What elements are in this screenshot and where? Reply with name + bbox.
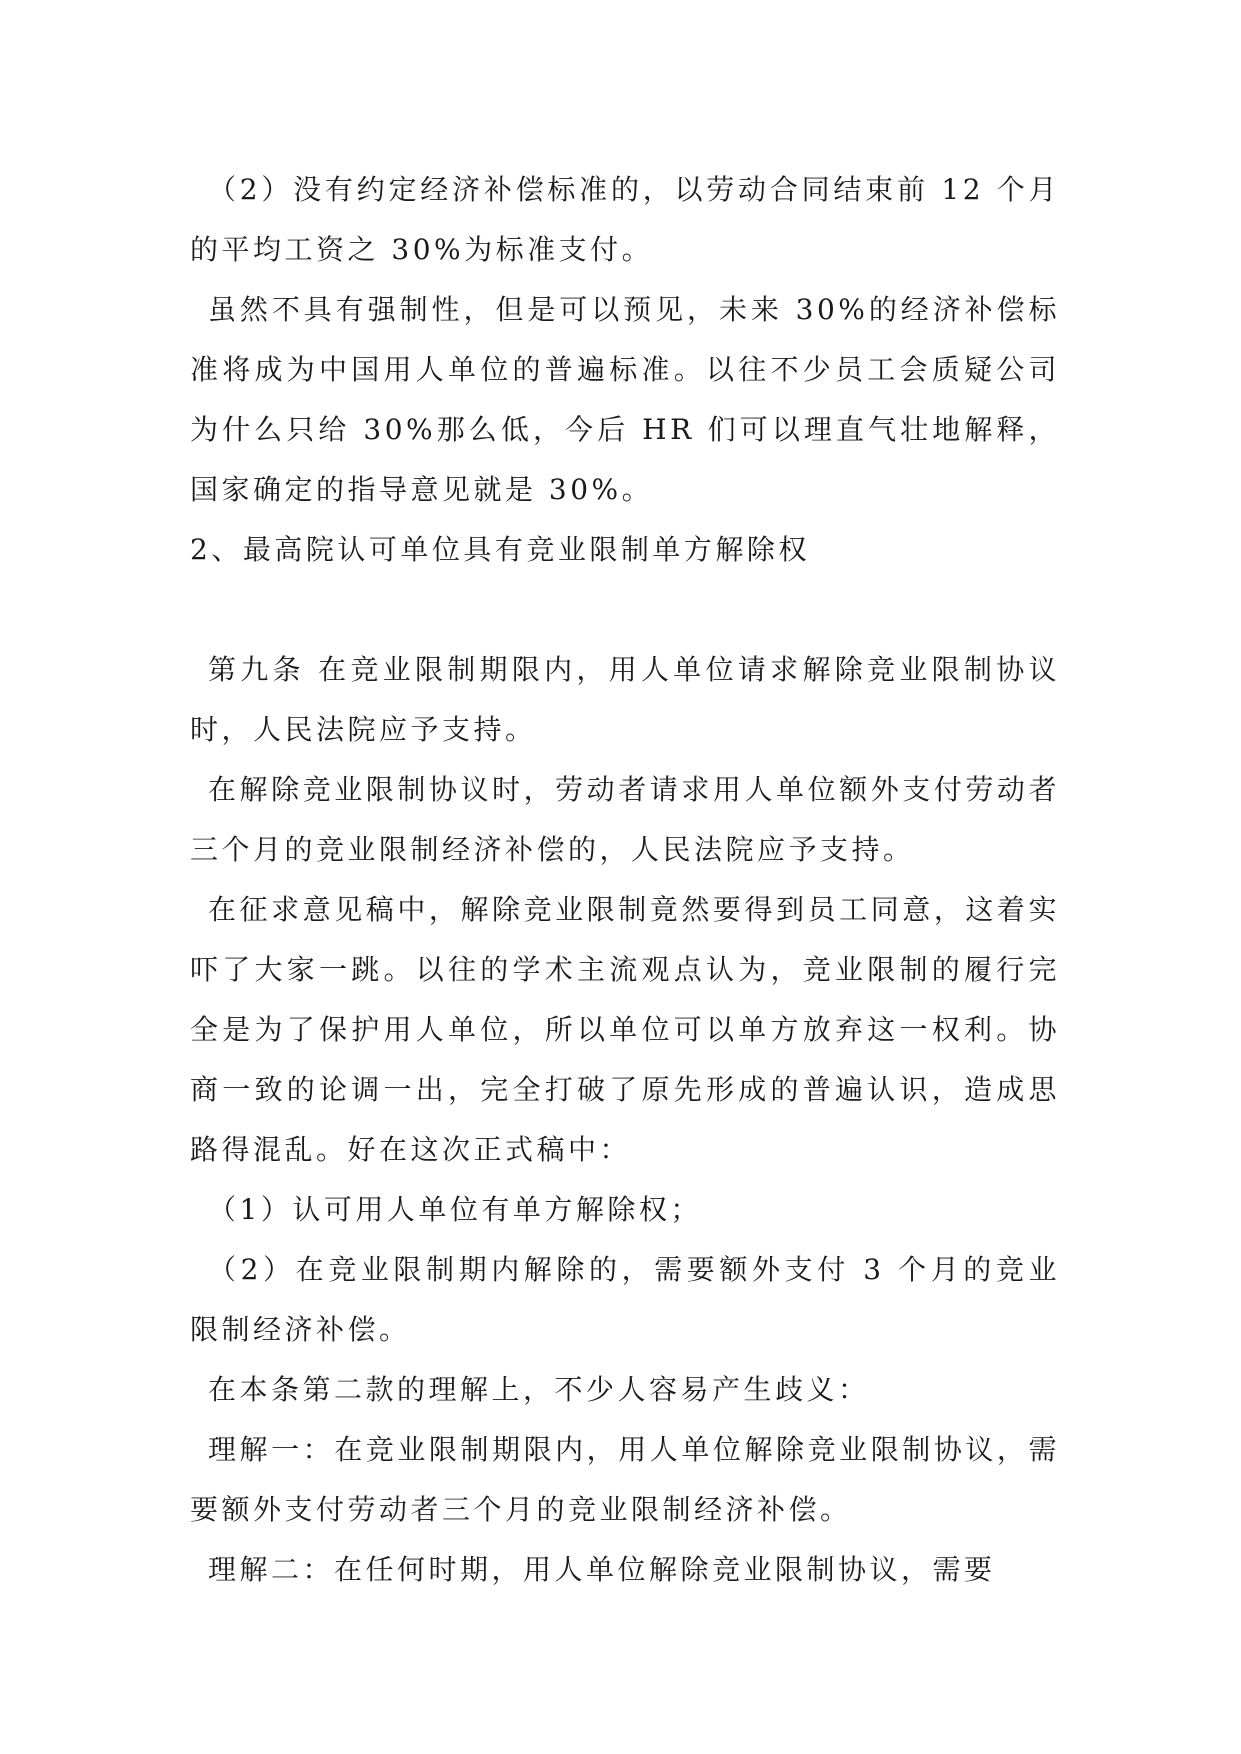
paragraph-interpretation-1: 理解一：在竞业限制期限内，用人单位解除竞业限制协议，需要额外支付劳动者三个月的竞业限制经济补偿。 (190, 1433, 1060, 1526)
blank-line (190, 580, 1060, 640)
paragraph-article-9-clause-2: 在解除竞业限制协议时，劳动者请求用人单位额外支付劳动者三个月的竞业限制经济补偿的，人民法院应予支持。 (190, 773, 1060, 866)
section-heading-2: 2、最高院认可单位具有竞业限制单方解除权 (190, 533, 810, 566)
paragraph-ambiguity: 在本条第二款的理解上，不少人容易产生歧义： (208, 1373, 870, 1406)
paragraph-article-9: 第九条 在竞业限制期限内，用人单位请求解除竞业限制协议时，人民法院应予支持。 (190, 653, 1060, 746)
list-item-1: （1）认可用人单位有单方解除权； (208, 1193, 702, 1226)
document-body (190, 160, 1060, 1600)
paragraph-compensation-standard: （2）没有约定经济补偿标准的，以劳动合同结束前 12 个月的平均工资之 30%为标准支付。 (190, 173, 1060, 266)
paragraph-draft-commentary: 在征求意见稿中，解除竞业限制竟然要得到员工同意，这着实吓了大家一跳。以往的学术主流观点认为，竞业限制的履行完全是为了保护用人单位，所以单位可以单方放弃这一权利。协商一致的论调一出，完全打破了原先形成的普遍认识，造成思路得混乱。好在这次正式稿中： (190, 893, 1060, 1166)
paragraph-interpretation-2: 理解二：在任何时期，用人单位解除竞业限制协议，需要 (208, 1553, 996, 1586)
list-item-2: （2）在竞业限制期内解除的，需要额外支付 3 个月的竞业限制经济补偿。 (190, 1253, 1060, 1346)
paragraph-30-percent-commentary: 虽然不具有强制性，但是可以预见，未来 30%的经济补偿标准将成为中国用人单位的普遍标准。以往不少员工会质疑公司为什么只给 30%那么低，今后 HR 们可以理直气壮地解释，国家确定的指导意见就是 30%。 (190, 293, 1060, 506)
